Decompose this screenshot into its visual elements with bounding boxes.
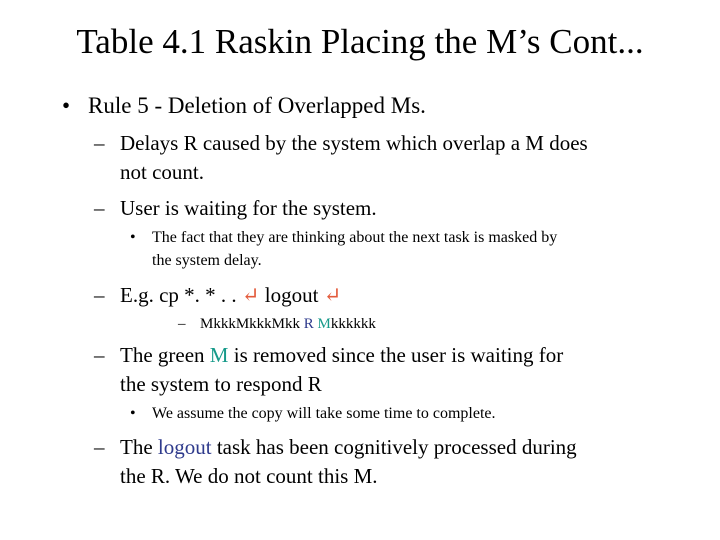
sequence-part1: MkkkMkkkMkk [200, 316, 301, 332]
sequence-part2: kkkkkk [330, 316, 376, 332]
point4-line2: the R. We do not count this M. [120, 464, 378, 488]
point2-sub-line2: the system delay. [152, 252, 262, 269]
point1-line1: Delays R caused by the system which overlap a M does [120, 131, 588, 155]
point2-text: User is waiting for the system. [120, 196, 377, 220]
sequence-m-green: M [317, 316, 331, 332]
point3-line1 [120, 341, 563, 369]
point3-after: is removed since the user is waiting for [233, 343, 564, 367]
sequence-r: R [303, 316, 314, 332]
operator-sequence [200, 314, 376, 334]
dash-marker: – [94, 196, 105, 220]
bullet-marker: • [62, 93, 71, 118]
point4-after: task has been cognitively processed during [216, 435, 577, 459]
point1-line2: not count. [120, 160, 204, 184]
slide-title: Table 4.1 Raskin Placing the M’s Cont... [76, 22, 644, 61]
point4-line1 [120, 433, 577, 461]
point3-sub: We assume the copy will take some time to complete. [152, 405, 496, 422]
enter-key-icon: ↵ [323, 283, 342, 307]
point3-before: The green [120, 343, 205, 367]
bullet-marker: • [130, 229, 136, 246]
example-line [120, 281, 341, 309]
point2-sub-line1: The fact that they are thinking about the next task is masked by [152, 229, 558, 246]
dash-marker: – [94, 435, 105, 459]
enter-key-icon: ↵ [241, 283, 260, 307]
example-logout: logout [264, 283, 319, 307]
point3-line2: the system to respond R [120, 372, 322, 396]
point3-green-m: M [209, 343, 229, 367]
dash-marker: – [94, 283, 105, 307]
point4-before: The [120, 435, 153, 459]
point4-logout: logout [157, 435, 212, 459]
rule-heading: Rule 5 - Deletion of Overlapped Ms. [88, 93, 426, 118]
dash-marker: – [94, 131, 105, 155]
dash-marker: – [178, 316, 186, 332]
example-command: E.g. cp *. * . . [120, 283, 237, 307]
dash-marker: – [94, 343, 105, 367]
bullet-marker: • [130, 405, 136, 422]
